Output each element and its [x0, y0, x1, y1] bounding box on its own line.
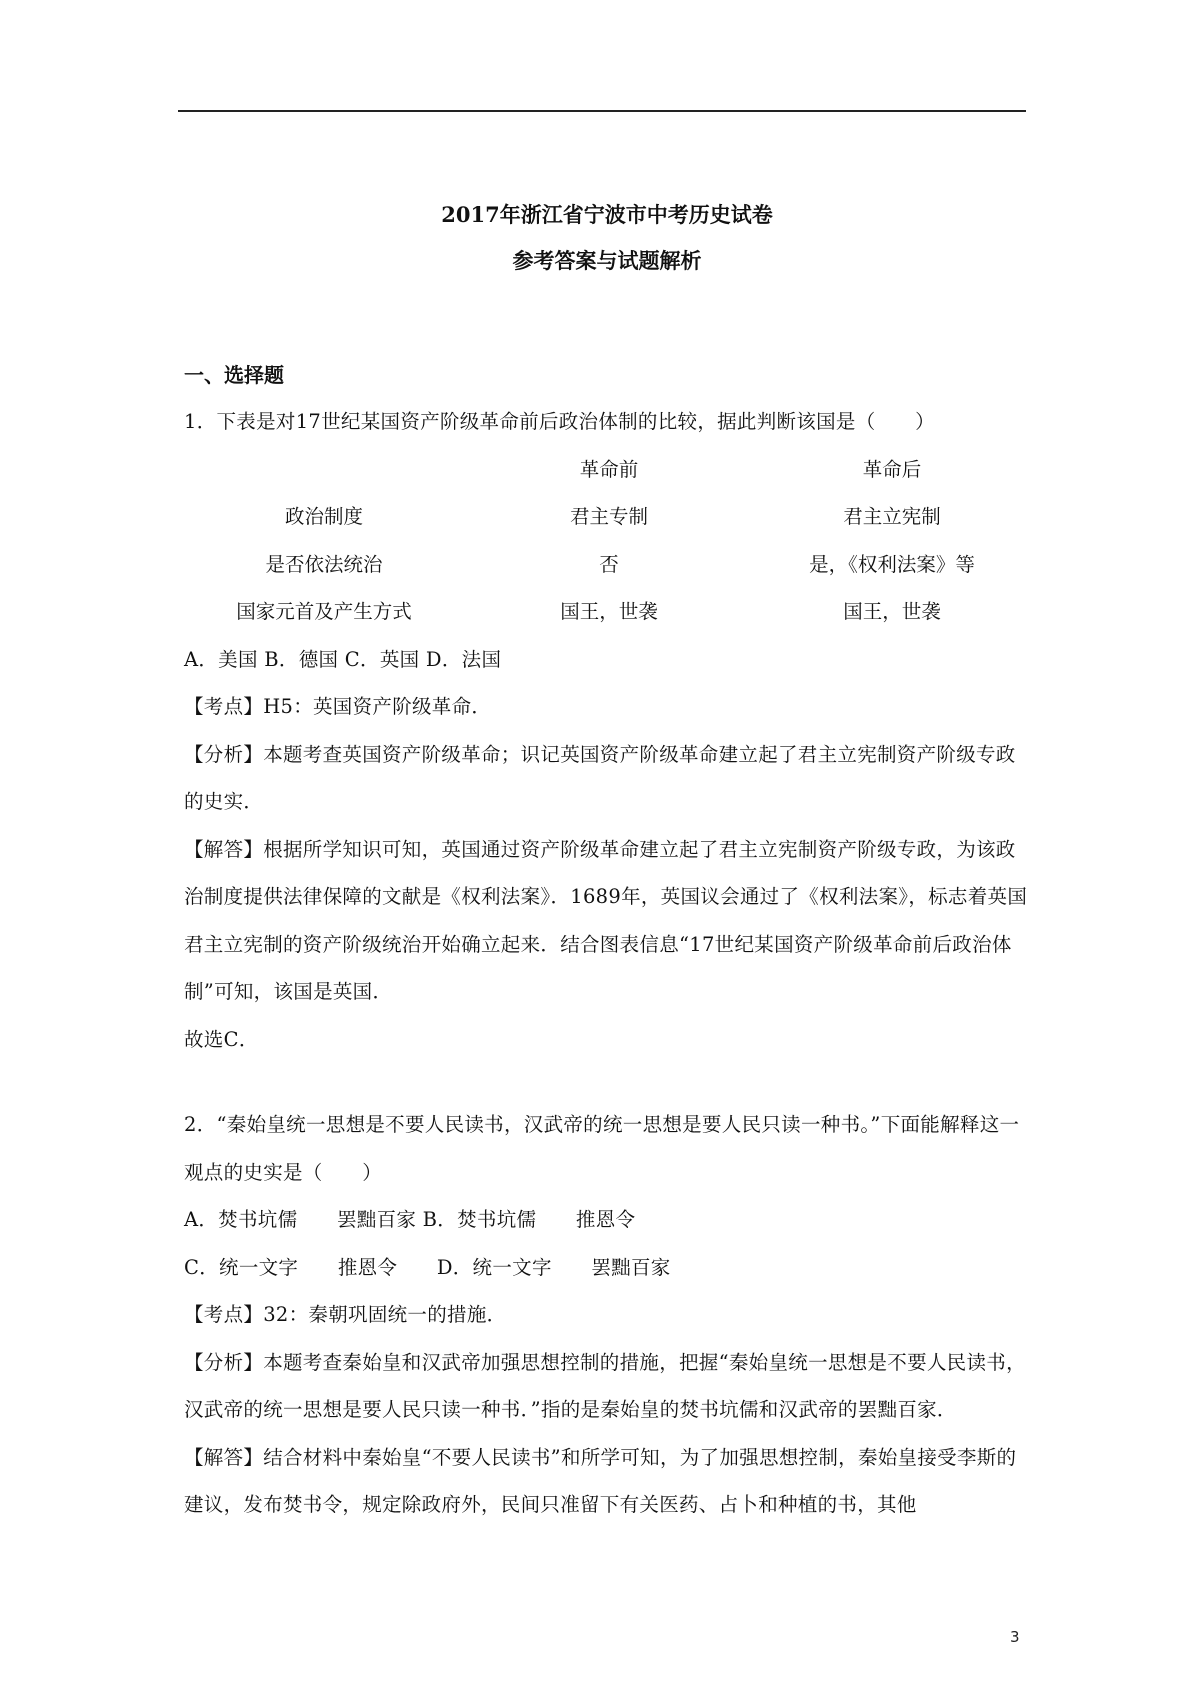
table-cell: 是否依法统治: [265, 552, 383, 576]
q1-fenxi: 【分析】本题考查英国资产阶级革命；识记英国资产阶级革命建立起了君主立宪制资产阶级专政的史实．: [184, 742, 1016, 813]
comparison-table: [184, 446, 1030, 636]
table-row: [184, 493, 1030, 541]
header-rule: [178, 110, 1026, 112]
table-cell: 君主专制: [569, 505, 648, 528]
q2-options-line1: A．焚书坑儒 罢黜百家 B．焚书坑儒 推恩令: [184, 1208, 636, 1231]
table-row: [184, 541, 1030, 589]
document-title: 2017年浙江省宁波市中考历史试卷: [441, 202, 773, 227]
q2-fenxi: 【分析】本题考查秦始皇和汉武帝加强思想控制的措施，把握“秦始皇统一思想是不要人民读书，汉武帝的统一思想是要人民只读一种书．”指的是秦始皇的焚书坑儒和汉武帝的罢黜百家．: [184, 1350, 1026, 1421]
question-gap: [184, 1063, 1030, 1101]
q2-jieda: 【解答】结合材料中秦始皇“不要人民读书”和所学可知，为了加强思想控制，秦始皇接受李斯的建议，发布焚书令，规定除政府外，民间只准留下有关医药、占卜和种植的书，其他: [184, 1445, 1017, 1516]
table-cell: 国王，世袭: [560, 600, 658, 623]
q2-stem: 2．“秦始皇统一思想是不要人民读书，汉武帝的统一思想是要人民只读一种书。”下面能解释这一观点的史实是（ ）: [184, 1113, 1020, 1184]
section-title: 一、选择题: [184, 363, 284, 387]
table-row: [184, 588, 1030, 636]
table-cell: 国家元首及产生方式: [236, 600, 412, 623]
document-subtitle: 参考答案与试题解析: [512, 248, 702, 273]
table-cell: 政治制度: [284, 505, 363, 528]
table-cell: 国王，世袭: [843, 600, 941, 623]
page-number: 3: [1010, 1628, 1020, 1646]
q1-answer: 故选C．: [184, 1027, 259, 1051]
q1-options: A．美国 B．德国 C．英国 D．法国: [184, 647, 502, 671]
q2-kaodian: 【考点】32：秦朝巩固统一的措施．: [184, 1303, 507, 1326]
table-header-cell: 革命后: [862, 457, 922, 481]
table-cell: 君主立宪制: [843, 505, 941, 528]
table-header-cell: 革命前: [579, 457, 639, 481]
table-header-cell: [184, 446, 464, 494]
document-body: [184, 200, 1030, 1529]
q1-kaodian: 【考点】H5：英国资产阶级革命．: [184, 695, 492, 718]
q1-stem: 1．下表是对17世纪某国资产阶级革命前后政治体制的比较，据此判断该国是（ ）: [184, 410, 935, 433]
q1-jieda: 【解答】根据所学知识可知，英国通过资产阶级革命建立起了君主立宪制资产阶级专政，为该政治制度提供法律保障的文献是《权利法案》．1689年，英国议会通过了《权利法案》，标志着英国君主立宪制的资产阶级统治开始确立起来．结合图表信息“17世纪某国资产阶级革命前后政治体制”可知，该国是英国．: [184, 837, 1028, 1003]
q2-options-line2: C．统一文字 推恩令 D．统一文字 罢黜百家: [184, 1255, 671, 1279]
table-header-row: [184, 446, 1030, 494]
table-cell: 否: [599, 552, 619, 576]
table-cell: 是，《权利法案》等: [809, 552, 975, 576]
